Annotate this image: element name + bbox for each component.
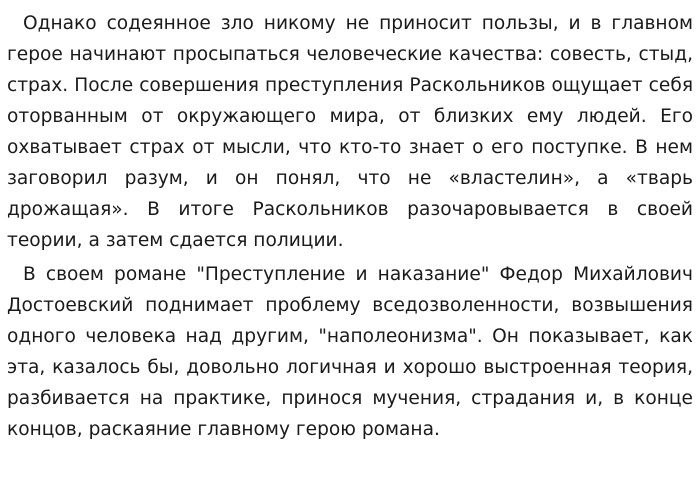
paragraph: Однако содеянное зло никому не приносит пользы, и в главном герое начинают просыпаться человеческие качества: совесть, стыд, страх. После совершения преступления Раскольников ощущает себя оторванным от окружающего мира, от близких ему людей. Его охватывает страх от мысли, что кто-то знает о его поступке. В нем заговорил разум, и он понял, что не «властелин», а «тварь дрожащая». В итоге Раскольников разочаровывается в своей теории, а затем сдается полиции. — [7, 13, 693, 251]
paragraph: В своем романе "Преступление и наказание" Федор Михайлович Достоевский поднимает проблему вседозволенности, возвышения одного человека над другим, "наполеонизма". Он показывает, как эта, казалось бы, довольно логичная и хорошо выстроенная теория, разбивается на практике, принося мучения, страдания и, в конце концов, раскаяние главному герою романа. — [7, 264, 693, 440]
